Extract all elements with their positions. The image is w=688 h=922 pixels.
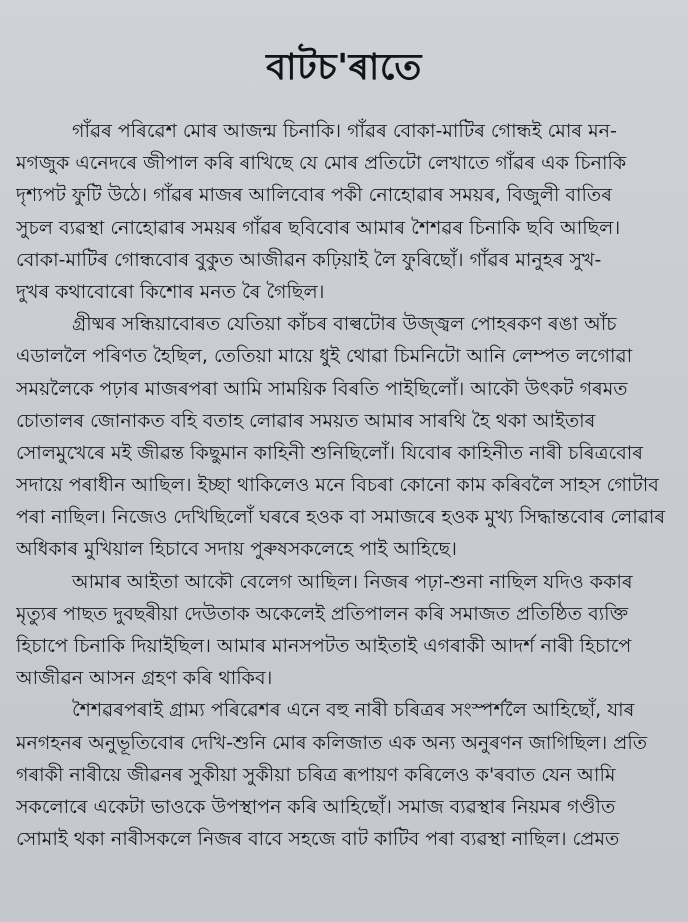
paragraph-4 — [16, 694, 666, 855]
text-line: গ্ৰীষ্মৰ সন্ধিয়াবোৰত যেতিয়া কাঁচৰ বাল্বটোৰ উজ্জ্বল পোহৰকণ ৰঙা আঁচ — [72, 313, 617, 336]
text-line: সুচল ব্যৱস্থা নোহোৱাৰ সময়ৰ গাঁৱৰ ছবিবোৰ আমাৰ শৈশৱৰ চিনাকি ছবি আছিল। — [16, 216, 621, 239]
text-line: এডাললৈ পৰিণত হৈছিল, তেতিয়া মায়ে ধুই থোৱা চিমনিটো আনি লেম্পত লগোৱা — [16, 345, 633, 368]
text-line: আমাৰ আইতা আকৌ বেলেগ আছিল। নিজৰ পঢ়া-শুনা নাছিল যদিও ককাৰ — [72, 570, 633, 593]
text-line: দৃশ্যপট ফুটি উঠে। গাঁৱৰ মাজৰ আলিবোৰ পকী নোহোৱাৰ সময়ৰ, বিজুলী বাতিৰ — [16, 184, 612, 207]
text-line: আজীৱন আসন গ্ৰহণ কৰি থাকিব। — [16, 667, 273, 690]
text-line: বোকা-মাটিৰ গোন্ধবোৰ বুকুত আজীৱন কঢ়িয়াই লৈ ফুৰিছোঁ। গাঁৱৰ মানুহৰ সুখ- — [16, 248, 602, 271]
text-line: হিচাপে চিনাকি দিয়াইছিল। আমাৰ মানসপটত আইতাই এগৰাকী আদৰ্শ নাৰী হিচাপে — [16, 635, 632, 657]
text-line: অধিকাৰ মুখিয়াল হিচাবে সদায় পুৰুষসকলেহে পাই আহিছে। — [16, 538, 457, 561]
text-line: মগজুক এনেদৰে জীপাল কৰি ৰাখিছে যে মোৰ প্ৰতিটো লেখাতে গাঁৱৰ এক চিনাকি — [16, 152, 627, 175]
text-line: গৰাকী নাৰীয়ে জীৱনৰ সুকীয়া সুকীয়া চৰিত্ৰ ৰূপায়ণ কৰিলেও ক'ৰবাত যেন আমি — [16, 763, 616, 786]
paragraph-3 — [16, 566, 666, 695]
paragraph-2 — [16, 308, 666, 566]
text-line: সময়লৈকে পঢ়াৰ মাজৰপৰা আমি সাময়িক বিৰতি পাইছিলোঁ। আকৌ উৎকট গৰমত — [16, 377, 628, 400]
text-line: মৃত্যুৰ পাছত দুবছৰীয়া দেউতাক অকেলেই প্ৰতিপালন কৰি সমাজত প্ৰতিষ্ঠিত ব্যক্তি — [16, 602, 629, 625]
text-line: সকলোৰে একেটা ভাওকে উপস্থাপন কৰি আহিছোঁ। সমাজ ব্যৱস্থাৰ নিয়মৰ গণ্ডীত — [16, 795, 616, 818]
text-line: সদায়ে পৰাধীন আছিল। ইচ্ছা থাকিলেও মনে বিচৰা কোনো কাম কৰিবলৈ সাহস গোটাব — [16, 474, 659, 497]
text-line: চোতালৰ জোনাকত বহি বতাহ লোৱাৰ সময়ত আমাৰ সাৰথি হৈ থকা আইতাৰ — [16, 409, 596, 432]
paragraph-1 — [16, 115, 666, 308]
text-line: পৰা নাছিল। নিজেও দেখিছিলোঁ ঘৰৰে হওক বা সমাজৰে হওক মুখ্য সিদ্ধান্তবোৰ লোৱাৰ — [16, 506, 666, 529]
text-line: মনগহনৰ অনুভূতিবোৰ দেখি-শুনি মোৰ কলিজাত এক অন্য অনুৰণন জাগিছিল। প্ৰতি — [16, 731, 648, 754]
chapter-body — [16, 115, 666, 855]
text-line: দুখৰ কথাবোৰো কিশোৰ মনত ৰৈ গৈছিল। — [16, 280, 325, 303]
chapter-title: বাটচ'ৰাতে — [266, 47, 422, 88]
text-line: সোলমুখেৰে মই জীৱন্ত কিছুমান কাহিনী শুনিছিলোঁ। যিবোৰ কাহিনীত নাৰী চৰিত্ৰবোৰ — [16, 441, 643, 464]
text-line: শৈশৱৰপৰাই গ্ৰাম্য পৰিৱেশৰ এনে বহু নাৰী চৰিত্ৰৰ সংস্পৰ্শলৈ আহিছোঁ, যাৰ — [72, 699, 635, 722]
text-line: গাঁৱৰ পৰিৱেশ মোৰ আজন্ম চিনাকি। গাঁৱৰ বোকা-মাটিৰ গোন্ধই মোৰ মন- — [72, 120, 617, 142]
text-line: সোমাই থকা নাৰীসকলে নিজৰ বাবে সহজে বাট কাটিব পৰা ব্যৱস্থা নাছিল। প্ৰেমত — [16, 828, 620, 851]
